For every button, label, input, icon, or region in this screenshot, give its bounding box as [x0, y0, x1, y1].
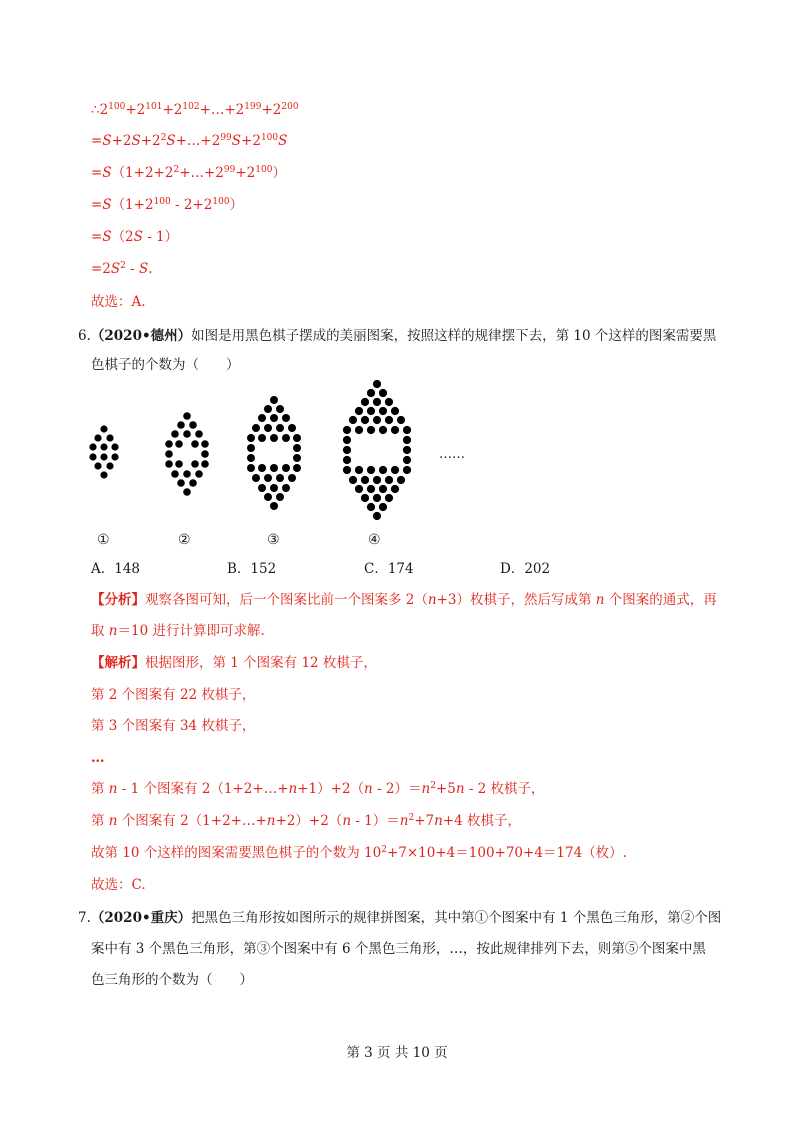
pattern-figure-4 [339, 378, 415, 530]
solution-line-1: $\therefore 2^{100}+2^{101}+2^{102}+\dots+2^{199}+2^{200}$ [91, 102, 299, 118]
solution-line-2: $=S+2S+2^2S+\dots+2^{99}S+2^{100}S$ [91, 133, 288, 149]
figure-label-1: ① [97, 532, 110, 548]
question-text: 把黑色三角形按如图所示的规律拼图案，其中第①个图案中有 1 个黑色三角形，第②个图 [191, 910, 722, 926]
solution-line-6: $=2S^2 - S$. [91, 261, 153, 277]
pattern-figure-3 [243, 394, 305, 514]
question-number: 7. [78, 910, 91, 926]
solution-tag: 【解析】 [91, 655, 145, 671]
question-source: （2020•重庆） [90, 910, 192, 926]
question-7-line-1 [78, 908, 721, 928]
answer-q6: 故选：C. [91, 877, 146, 893]
pattern-figure-2 [162, 410, 212, 498]
pattern-ellipsis: …… [439, 447, 465, 462]
question-text: 如图是用黑色棋子摆成的美丽图案，按照这样的规律摆下去，第 10 个这样的图案需要黑 [191, 328, 717, 344]
solution-line-4: $=S(1+2^{100} - 2+2^{100})$ [91, 197, 244, 213]
figure-label-2: ② [178, 532, 191, 548]
question-number: 6. [78, 328, 91, 344]
solution-q6-dots: … [91, 750, 105, 766]
option-b: B．152 [227, 561, 277, 577]
question-6-line-2: 色棋子的个数为（ ） [91, 357, 240, 373]
option-a: A．148 [91, 561, 141, 577]
solution-q6-line-6: 故第 10 个这样的图案需要黑色棋子的个数为 $10^2+7\times 10+4=100+70+4=174$（枚）. [91, 845, 627, 861]
pattern-figure-1 [84, 424, 124, 484]
page-footer: 第 3 页 共 10 页 [346, 1045, 448, 1061]
solution-line-3: $=S(1+2+2^2+\dots+2^{99}+2^{100})$ [91, 165, 286, 181]
figure-label-3: ③ [267, 532, 280, 548]
solution-q6-line-4: 第 n - 1 个图案有 2（1+2+…+n+1）+2（n - $2)=n^2+5n - 2$ 枚棋子， [91, 781, 545, 797]
analysis-line-2: 取 n＝10 进行计算即可求解. [91, 623, 265, 639]
solution-q6-line-1: 【解析】根据图形，第 1 个图案有 12 枚棋子， [91, 655, 377, 671]
option-c: C．174 [364, 561, 414, 577]
analysis-tag: 【分析】 [91, 592, 145, 608]
option-d: D．202 [500, 561, 551, 577]
analysis-line-1: 【分析】观察各图可知，后一个图案比前一个图案多 2（n+3）枚棋子，然后写成第 n 个图案的通式，再 [91, 592, 717, 608]
solution-q6-line-3: 第 3 个图案有 34 枚棋子， [91, 718, 256, 734]
answer-q5: 故选：A. [91, 294, 146, 310]
solution-q6-line-5: 第 n 个图案有 2（1+2+…+n+2）+2（n - $1)=n^2+7n+4$ 枚棋子， [91, 813, 521, 829]
question-source: （2020•德州） [90, 328, 192, 344]
question-7-line-3: 色三角形的个数为（ ） [91, 972, 253, 988]
question-7-line-2: 案中有 3 个黑色三角形，第③个图案中有 6 个黑色三角形，…，按此规律排列下去，则第⑤个图案中黑 [91, 941, 706, 957]
figure-label-4: ④ [368, 532, 381, 548]
question-6-line-1 [78, 326, 716, 346]
solution-q6-line-2: 第 2 个图案有 22 枚棋子， [91, 687, 256, 703]
solution-line-5: =S（2S - 1） [91, 229, 179, 245]
